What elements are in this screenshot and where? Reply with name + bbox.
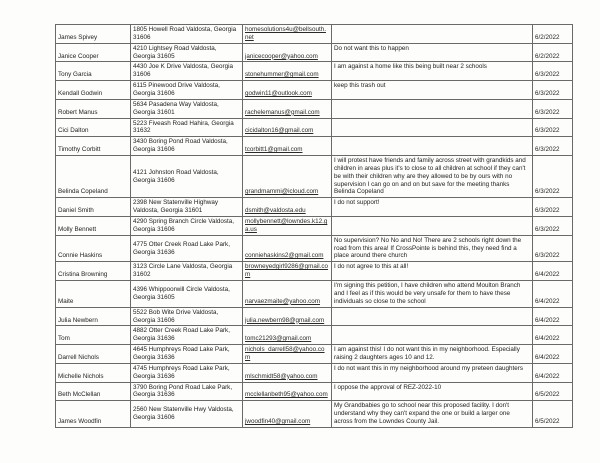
cell-email: stonehummer@gmail.com	[243, 62, 332, 81]
table-row	[56, 81, 573, 100]
cell-address: 4745 Humphreys Road Lake Park, Georgia 31636	[131, 363, 243, 382]
table-row	[56, 118, 573, 137]
table-row	[56, 156, 573, 198]
cell-address: 4430 Joe K Drive Valdosta, Georgia 31606	[131, 62, 243, 81]
cell-name: Janice Cooper	[56, 43, 131, 62]
table-row	[56, 401, 573, 428]
cell-comment: keep this trash out	[332, 81, 533, 100]
table-row	[56, 137, 573, 156]
cell-address: 4210 Lightsey Road Valdosta, Georgia 31605	[131, 43, 243, 62]
cell-comment: No supervision? No No and No! There are 2 schools right down the road from this area! If CrossPointe is behind this, they need find a place around there church	[332, 235, 533, 262]
cell-date: 6/3/2022	[533, 198, 573, 217]
cell-comment	[332, 307, 533, 326]
table-row	[56, 235, 573, 262]
cell-address: 2398 New Statenville Highway Valdosta, Georgia 31601	[131, 198, 243, 217]
cell-email: browneyedgirl9286@gmail.com	[243, 262, 332, 281]
cell-comment: I will protest have friends and family across street with grandkids and children in areas plus it's to close to all children at school if they can't be with their children why are they allowed to be by ours with no supervision I can go on and on but save for the meeting thanks Belinda Copeland	[332, 156, 533, 198]
cell-comment	[332, 217, 533, 236]
cell-address: 4396 Whippoorwill Circle Valdosta, Georgia 31605	[131, 281, 243, 308]
table-row	[56, 43, 573, 62]
cell-date: 6/5/2022	[533, 382, 573, 401]
cell-comment	[332, 99, 533, 118]
cell-date: 6/3/2022	[533, 62, 573, 81]
cell-email: cicidalton16@gmail.com	[243, 118, 332, 137]
cell-email: godwin11@outlook.com	[243, 81, 332, 100]
cell-name: Daniel Smith	[56, 198, 131, 217]
cell-address: 4775 Otter Creek Road Lake Park, Georgia 31636	[131, 235, 243, 262]
cell-date: 6/3/2022	[533, 137, 573, 156]
table-body	[56, 25, 573, 428]
cell-email: tomc21293@gmail.com	[243, 326, 332, 345]
cell-comment: Do not want this to happen	[332, 43, 533, 62]
cell-name: Tom	[56, 326, 131, 345]
cell-name: Molly Bennett	[56, 217, 131, 236]
cell-name: James Spivey	[56, 25, 131, 44]
table-row	[56, 262, 573, 281]
cell-email: nichols_darrell58@yahoo.com	[243, 345, 332, 364]
cell-name: Timothy Corbitt	[56, 137, 131, 156]
cell-email: grandmammi@icloud.com	[243, 156, 332, 198]
cell-comment: I do not support!	[332, 198, 533, 217]
cell-email: julia.newbern98@gmail.com	[243, 307, 332, 326]
cell-comment: I am against this! I do not want this in my neighborhood. Especially raising 2 daughters ages 10 and 12.	[332, 345, 533, 364]
cell-date: 6/4/2022	[533, 262, 573, 281]
cell-address: 4645 Humphreys Road Lake Park, Georgia 31636	[131, 345, 243, 364]
cell-name: Belinda Copeland	[56, 156, 131, 198]
cell-address: 5522 Bob Wite Drive Valdosta, Georgia 31606	[131, 307, 243, 326]
cell-address: 6115 Pinewood Drive Valdosta, Georgia 31606	[131, 81, 243, 100]
cell-address: 4882 Otter Creek Road Lake Park, Georgia 31636	[131, 326, 243, 345]
table-row	[56, 363, 573, 382]
cell-date: 6/3/2022	[533, 81, 573, 100]
table-row	[56, 345, 573, 364]
cell-comment: I oppose the approval of REZ-2022-10	[332, 382, 533, 401]
cell-email: rachelemanus@gmail.com	[243, 99, 332, 118]
cell-address: 5634 Pasadena Way Valdosta, Georgia 31601	[131, 99, 243, 118]
cell-date: 6/3/2022	[533, 156, 573, 198]
table-row	[56, 62, 573, 81]
cell-email: conniehaskins2@gmail.com	[243, 235, 332, 262]
cell-name: Connie Haskins	[56, 235, 131, 262]
cell-email: tcorbitt1@gmail.com	[243, 137, 332, 156]
cell-name: Cici Dalton	[56, 118, 131, 137]
cell-name: James Woodfin	[56, 401, 131, 428]
table-row	[56, 326, 573, 345]
cell-date: 6/3/2022	[533, 235, 573, 262]
cell-email: dsmith@valdosta.edu	[243, 198, 332, 217]
cell-date: 6/4/2022	[533, 363, 573, 382]
cell-date: 6/2/2022	[533, 43, 573, 62]
cell-date: 6/4/2022	[533, 326, 573, 345]
cell-date: 6/4/2022	[533, 345, 573, 364]
cell-comment: I am against a home like this being built near 2 schools	[332, 62, 533, 81]
cell-name: Tony Garcia	[56, 62, 131, 81]
cell-comment	[332, 137, 533, 156]
table-row	[56, 198, 573, 217]
cell-email: janicecooper@yahoo.com	[243, 43, 332, 62]
cell-address: 4290 Spring Branch Circle Valdosta, Georgia 31606	[131, 217, 243, 236]
cell-name: Beth McClellan	[56, 382, 131, 401]
cell-name: Cristina Browning	[56, 262, 131, 281]
table-row	[56, 281, 573, 308]
table-row	[56, 382, 573, 401]
cell-address: 3430 Boring Pond Road Valdosta, Georgia 31606	[131, 137, 243, 156]
cell-date: 6/4/2022	[533, 307, 573, 326]
cell-address: 1805 Howell Road Valdosta, Georgia 31606	[131, 25, 243, 44]
cell-email: mcclellanbeth95@yahoo.com	[243, 382, 332, 401]
cell-date: 6/5/2022	[533, 401, 573, 428]
table-row	[56, 217, 573, 236]
cell-comment: I do not agree to this at all!	[332, 262, 533, 281]
cell-email: mlschmidt58@yahoo.com	[243, 363, 332, 382]
cell-name: Kendall Godwin	[56, 81, 131, 100]
cell-name: Maite	[56, 281, 131, 308]
cell-name: Julia Newbern	[56, 307, 131, 326]
cell-address: 3790 Boring Pond Road Lake Park, Georgia 31636	[131, 382, 243, 401]
cell-email: homesolutions4u@bellsouth.net	[243, 25, 332, 44]
table-row	[56, 25, 573, 44]
cell-email: jwoodfin40@gmail.com	[243, 401, 332, 428]
cell-date: 6/4/2022	[533, 281, 573, 308]
cell-address: 4121 Johnston Road Valdosta, Georgia 31606	[131, 156, 243, 198]
cell-name: Darrell Nichols	[56, 345, 131, 364]
cell-email: narvaezmaite@yahoo.com	[243, 281, 332, 308]
cell-name: Michelle Nichols	[56, 363, 131, 382]
petition-comments-table	[55, 24, 573, 428]
cell-date: 6/3/2022	[533, 217, 573, 236]
cell-date: 6/2/2022	[533, 25, 573, 44]
cell-comment: I'm signing this petition, I have children who attend Moulton Branch and I feel as if this would be very unsafe for them to have these individuals so close to the school	[332, 281, 533, 308]
cell-comment: My Grandbabies go to school near this proposed facility. I don't understand why they can't expand the one or build a larger one across from the Lowndes County Jail.	[332, 401, 533, 428]
cell-date: 6/3/2022	[533, 99, 573, 118]
cell-email: mollybennett@lowndes.k12.ga.us	[243, 217, 332, 236]
cell-address: 2560 New Statenville Hwy Valdosta, Georgia 31606	[131, 401, 243, 428]
cell-address: 5223 Fiveash Road Hahira, Georgia 31632	[131, 118, 243, 137]
cell-comment	[332, 326, 533, 345]
table-row	[56, 99, 573, 118]
cell-comment	[332, 118, 533, 137]
table-row	[56, 307, 573, 326]
cell-comment	[332, 25, 533, 44]
cell-address: 3123 Circle Lane Valdosta, Georgia 31602	[131, 262, 243, 281]
cell-date: 6/3/2022	[533, 118, 573, 137]
cell-name: Robert Manus	[56, 99, 131, 118]
cell-comment: I do not want this in my neighborhood around my preteen daughters	[332, 363, 533, 382]
